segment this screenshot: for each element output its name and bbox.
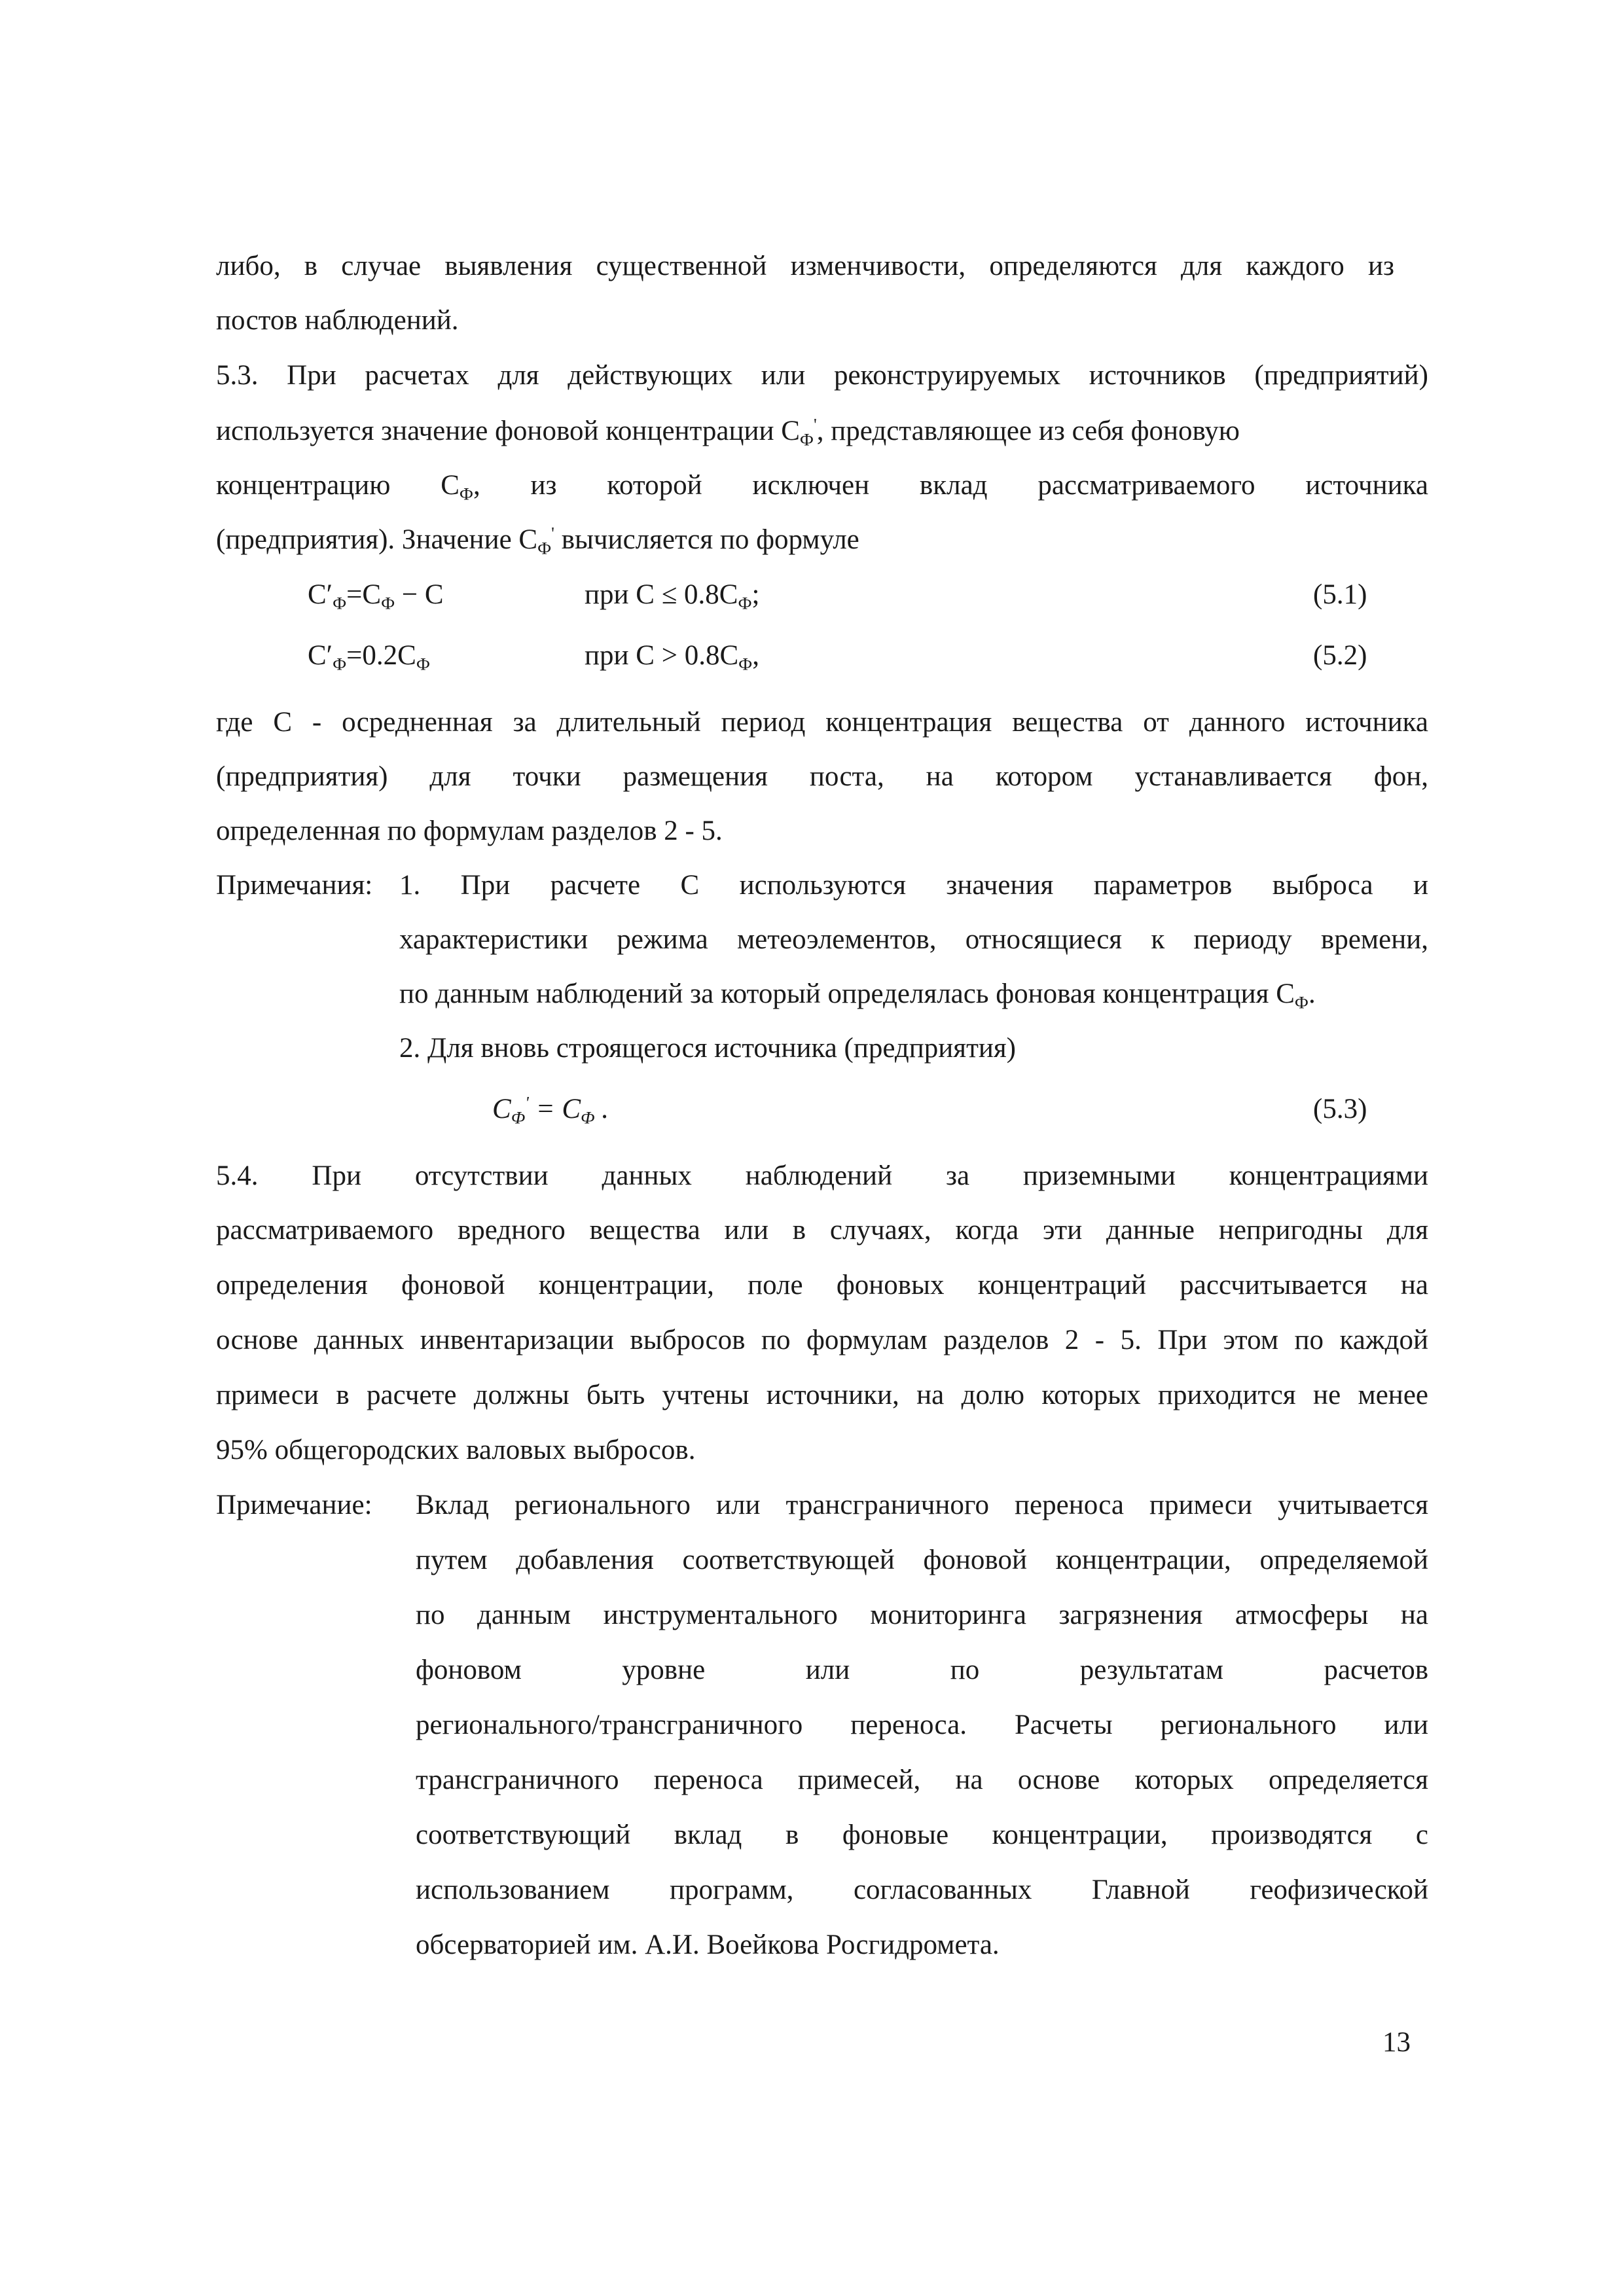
note-5-4-line-4: фоновом уровне или по результатам расчетов	[416, 1655, 1428, 1685]
note-5-4-label: Примечание:	[216, 1490, 372, 1520]
note-1-line-3: по данным наблюдений за который определялась фоновая концентрация $С_Ф$.	[399, 978, 1316, 1013]
section-5-4-line-2: рассматриваемого вредного вещества или в случаях, когда эти данные непригодны для	[216, 1215, 1428, 1246]
formula-5-1-lhs: $C'_Ф=C_Ф - C$	[308, 579, 444, 613]
formula-5-3-number: (5.3)	[1313, 1094, 1367, 1124]
intro-line-2: постов наблюдений.	[216, 305, 459, 336]
note-5-4-line-3: по данным инструментального мониторинга загрязнения атмосферы на	[416, 1600, 1428, 1630]
note-5-4-line-7: соответствующий вклад в фоновые концентрации, производятся с	[416, 1820, 1428, 1850]
section-5-3-line-2-left: используется значение фоновой концентрации $С_Ф'$, представляющее из себя фоновую	[216, 414, 1240, 450]
note-5-4-line-1: Вклад регионального или трансграничного переноса примеси учитывается	[416, 1490, 1428, 1520]
section-5-4-line-5: примеси в расчете должны быть учтены источники, на долю которых приходится не менее	[216, 1380, 1428, 1410]
section-5-3-line-4: (предприятия). Значение $С_Ф'$ вычисляется по формуле	[216, 523, 859, 558]
where-line-3: определенная по формулам разделов 2 - 5.	[216, 816, 723, 846]
section-5-4-line-4: основе данных инвентаризации выбросов по формулам разделов 2 - 5. При этом по каждой	[216, 1325, 1428, 1355]
formula-5-1-condition: при $C \le 0.8C_Ф$;	[585, 579, 760, 613]
note-5-4-line-5: регионального/трансграничного переноса. Расчеты регионального или	[416, 1710, 1428, 1740]
formula-5-2-number: (5.2)	[1313, 640, 1367, 671]
notes-label: Примечания:	[216, 870, 373, 901]
intro-line-1: либо, в случае выявления существенной изменчивости, определяются для каждого из	[216, 251, 1394, 281]
formula-5-2-condition: при $C > 0.8C_Ф$,	[585, 640, 759, 674]
page-number: 13	[1382, 2027, 1411, 2058]
note-1-line-2: характеристики режима метеоэлементов, относящиеся к периоду времени,	[399, 924, 1428, 955]
note-5-4-line-6: трансграничного переноса примесей, на основе которых определяется	[416, 1765, 1428, 1795]
note-1-line-1: 1. При расчете С используются значения параметров выброса и	[399, 870, 1428, 901]
where-line-1: где С - осредненная за длительный период концентрация вещества от данного источника	[216, 707, 1428, 738]
section-5-4-line-6: 95% общегородских валовых выбросов.	[216, 1435, 696, 1465]
section-5-4-line-3: определения фоновой концентрации, поле фоновых концентраций рассчитывается на	[216, 1270, 1428, 1300]
section-5-3-line-2	[216, 414, 1428, 450]
section-5-3-line-3: концентрацию $С_Ф$, из которой исключен вклад рассматриваемого источника	[216, 470, 1428, 504]
where-line-2: (предприятия) для точки размещения поста, на котором устанавливается фон,	[216, 761, 1428, 792]
note-5-4-line-2: путем добавления соответствующей фоновой концентрации, определяемой	[416, 1545, 1428, 1575]
note-2-line-1: 2. Для вновь строящегося источника (предприятия)	[399, 1033, 1016, 1064]
note-5-4-line-8: использованием программ, согласованных Главной геофизической	[416, 1874, 1428, 1905]
formula-5-2-lhs: $C'_Ф=0.2C_Ф$	[308, 640, 430, 674]
section-5-4-line-1: 5.4. При отсутствии данных наблюдений за приземными концентрациями	[216, 1160, 1428, 1191]
formula-5-1-number: (5.1)	[1313, 579, 1367, 610]
formula-5-3: $C_Ф' = C_Ф$ .	[492, 1092, 609, 1128]
section-5-3-line-1: 5.3. При расчетах для действующих или реконструируемых источников (предприятий)	[216, 360, 1428, 391]
note-5-4-line-9: обсерваторией им. А.И. Воейкова Росгидромета.	[416, 1929, 1000, 1960]
